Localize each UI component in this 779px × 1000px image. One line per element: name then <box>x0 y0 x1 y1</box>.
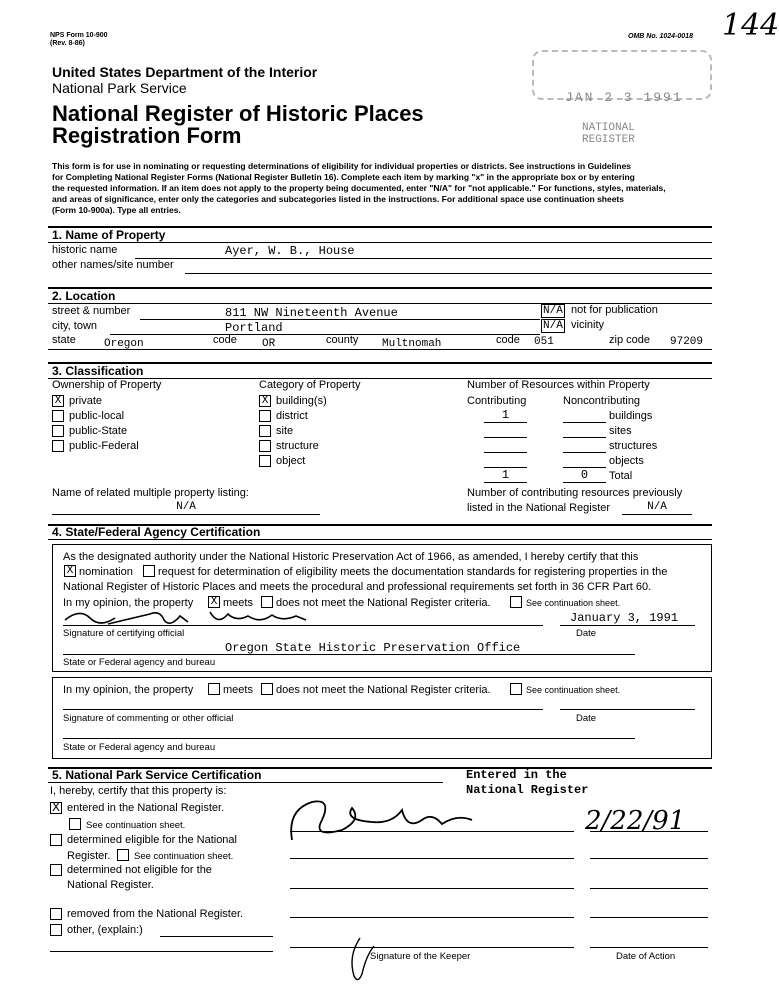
not-eligible-line2: National Register. <box>67 879 154 891</box>
category-structure-checkbox[interactable] <box>259 440 271 452</box>
noncontrib-total[interactable]: 0 <box>563 468 606 483</box>
ownership-public-local-label: public-local <box>69 410 125 422</box>
street-label: street & number <box>52 305 131 317</box>
section1-heading: 1. Name of Property <box>52 228 166 242</box>
resource-buildings-label: buildings <box>609 410 653 422</box>
section-divider <box>48 287 712 289</box>
opinion2-see-continuation-label: See continuation sheet. <box>526 685 621 695</box>
other-names-label: other names/site number <box>52 259 174 271</box>
category-structure-label: structure <box>276 440 319 452</box>
resource-sites-label: sites <box>609 425 632 437</box>
line <box>63 654 635 655</box>
category-object-label: object <box>276 455 306 467</box>
removed-label: removed from the National Register. <box>67 908 244 920</box>
omb-number: OMB No. 1024-0018 <box>628 33 693 40</box>
stamp-line2: REGISTER <box>582 134 635 146</box>
see-continuation-checkbox[interactable] <box>510 596 522 608</box>
form-title-line2: Registration Form <box>52 123 242 148</box>
nomination-checkbox[interactable]: X <box>64 565 76 577</box>
removed-checkbox[interactable] <box>50 908 62 920</box>
line <box>590 947 708 948</box>
entered-continuation-label: See continuation sheet. <box>86 820 186 831</box>
handwritten-page-number: 144 <box>722 8 779 43</box>
line <box>290 858 574 859</box>
contrib-objects[interactable] <box>484 453 527 468</box>
county-code-value[interactable]: 051 <box>534 336 554 348</box>
state-label: state <box>52 334 76 346</box>
contrib-total[interactable]: 1 <box>484 468 527 483</box>
ownership-label: Ownership of Property <box>52 379 162 391</box>
rule <box>48 539 712 540</box>
state-code-label: code <box>213 334 237 346</box>
rule <box>48 782 443 783</box>
date-of-action-label: Date of Action <box>616 951 676 962</box>
eligible-line2: Register. <box>67 850 111 862</box>
line <box>63 709 543 710</box>
zip-label: zip code <box>609 334 650 346</box>
noncontrib-buildings[interactable] <box>563 408 606 423</box>
line <box>590 888 708 889</box>
cert-line3: National Register of Historic Places and meets the procedural and professional requirements set forth in 36 CFR Part 60. <box>63 581 652 593</box>
not-for-publication-label: not for publication <box>571 304 658 316</box>
county-value[interactable]: Multnomah <box>382 338 442 350</box>
certification-date[interactable]: January 3, 1991 <box>570 611 679 625</box>
ownership-public-state-checkbox[interactable] <box>52 425 64 437</box>
meets-checkbox[interactable]: X <box>208 596 220 608</box>
ownership-public-federal-label: public-Federal <box>69 440 139 452</box>
line <box>48 349 712 350</box>
state-value[interactable]: Oregon <box>104 338 144 350</box>
eligible-checkbox[interactable] <box>50 834 62 846</box>
county-label: county <box>326 334 359 346</box>
form-title-line1: National Register of Historic Places <box>52 101 424 126</box>
street-value[interactable]: 811 NW Nineteenth Avenue <box>225 306 398 320</box>
prev-listed-line1: Number of contributing resources previously <box>467 487 683 499</box>
eligible-line1: determined eligible for the National <box>67 834 237 846</box>
eligible-continuation-checkbox[interactable] <box>117 849 129 861</box>
other-checkbox[interactable] <box>50 924 62 936</box>
form-revision: (Rev. 8-86) <box>50 40 85 47</box>
noncontrib-objects[interactable] <box>563 453 606 468</box>
opinion-prefix: In my opinion, the property <box>63 597 194 609</box>
category-site-checkbox[interactable] <box>259 425 271 437</box>
ownership-private-checkbox[interactable]: X <box>52 395 64 407</box>
entered-continuation-checkbox[interactable] <box>69 818 81 830</box>
multiple-listing-value[interactable]: N/A <box>52 500 320 515</box>
cert-line1: As the designated authority under the National Historic Preservation Act of 1966, as amended, I hereby certify that this <box>63 551 639 563</box>
line <box>290 947 574 948</box>
keeper-signature-label: Signature of the Keeper <box>370 951 471 962</box>
line <box>560 709 695 710</box>
section4-heading: 4. State/Federal Agency Certification <box>52 525 261 539</box>
resources-label: Number of Resources within Property <box>467 379 650 391</box>
opinion2-not-meets-label: does not meet the National Register criteria. <box>276 684 491 696</box>
service-name: National Park Service <box>52 80 187 96</box>
city-label: city, town <box>52 320 98 332</box>
county-code-label: code <box>496 334 520 346</box>
noncontrib-structures[interactable] <box>563 438 606 453</box>
prev-listed-value[interactable]: N/A <box>622 500 692 515</box>
category-label: Category of Property <box>259 379 361 391</box>
contributing-label: Contributing <box>467 395 527 407</box>
resource-structures-label: structures <box>609 440 658 452</box>
resource-objects-label: objects <box>609 455 644 467</box>
stamp-date: JAN 2 3 1991 <box>565 90 683 105</box>
entered-stamp-line2: National Register <box>466 783 589 797</box>
city-value[interactable]: Portland <box>225 321 283 335</box>
contrib-buildings[interactable]: 1 <box>484 408 527 423</box>
section-divider <box>48 362 712 364</box>
commenting-date-label: Date <box>576 713 597 724</box>
category-object-checkbox[interactable] <box>259 455 271 467</box>
line <box>50 951 273 952</box>
entered-checkbox[interactable]: X <box>50 802 62 814</box>
intro-instructions: This form is for use in nominating or requesting determinations of eligibility for individual properties or districts. See instructions in Guidelines for Completing National Register Forms (National Register Bulletin 16). Complete each item by marking "x" in the appropriate box or by entering the requested information. If an item does not apply to the property being documented, enter "N/A" for "not applicable." For functions, styles, materials, and areas of significance, enter only the categories and subcategories listed in the instructions. For additional space use continuation sheets (Form 10-900a). Type all entries. <box>52 161 666 215</box>
department-name: United States Department of the Interior <box>52 64 318 80</box>
line <box>135 258 712 259</box>
ownership-private-label: private <box>69 395 103 407</box>
category-district-checkbox[interactable] <box>259 410 271 422</box>
contrib-structures[interactable] <box>484 438 527 453</box>
state-code-value[interactable]: OR <box>262 338 276 350</box>
line <box>63 738 635 739</box>
category-district-label: district <box>276 410 308 422</box>
rule <box>48 242 712 243</box>
noncontrib-sites[interactable] <box>563 423 606 438</box>
section5-heading: 5. National Park Service Certification <box>52 768 262 782</box>
stamp-line1: NATIONAL <box>582 122 635 134</box>
certify-line: I, hereby, certify that this property is: <box>50 785 227 797</box>
opinion2-meets-label: meets <box>223 684 253 696</box>
not-meets-label: does not meet the National Register criteria. <box>276 597 491 609</box>
not-eligible-line1: determined not eligible for the <box>67 864 212 876</box>
line <box>140 319 540 320</box>
category-building-label: building(s) <box>276 395 327 407</box>
not-for-publication-box[interactable]: N/A <box>543 305 563 317</box>
category-site-label: site <box>276 425 294 437</box>
line <box>590 917 708 918</box>
vicinity-box[interactable]: N/A <box>543 320 563 332</box>
form-id: NPS Form 10-900 <box>50 32 108 39</box>
line <box>63 625 543 626</box>
ownership-public-federal-checkbox[interactable] <box>52 440 64 452</box>
not-eligible-checkbox[interactable] <box>50 864 62 876</box>
keeper-signature <box>282 790 502 850</box>
line <box>185 273 712 274</box>
resource-total-label: Total <box>609 470 633 482</box>
request-text: request for determination of eligibility meets the documentation standards for registering properties in the <box>158 566 668 578</box>
certifying-signature-label: Signature of certifying official <box>63 628 185 639</box>
line <box>110 334 540 335</box>
other-label: other, (explain:) <box>67 924 143 936</box>
certification-date-label: Date <box>576 628 597 639</box>
nomination-label: nomination <box>79 566 133 578</box>
line <box>290 888 574 889</box>
line <box>290 831 574 832</box>
line <box>590 858 708 859</box>
meets-label: meets <box>223 597 253 609</box>
opinion2-meets-checkbox[interactable] <box>208 683 220 695</box>
prev-listed-line2: listed in the National Register <box>467 502 611 514</box>
agency-value[interactable]: Oregon State Historic Preservation Office <box>225 641 521 655</box>
multiple-listing-label: Name of related multiple property listing: <box>52 487 249 499</box>
historic-name-label: historic name <box>52 244 118 256</box>
request-checkbox[interactable] <box>143 565 155 577</box>
agency-label: State or Federal agency and bureau <box>63 657 216 668</box>
category-building-checkbox[interactable]: X <box>259 395 271 407</box>
opinion2-prefix: In my opinion, the property <box>63 684 194 696</box>
eligible-continuation-label: See continuation sheet. <box>134 851 234 862</box>
contrib-sites[interactable] <box>484 423 527 438</box>
see-continuation-label: See continuation sheet. <box>526 598 621 608</box>
keeper-handwritten-date: 2/22/91 <box>585 806 686 836</box>
agency2-label: State or Federal agency and bureau <box>63 742 216 753</box>
commenting-signature-label: Signature of commenting or other official <box>63 713 234 724</box>
historic-name-value[interactable]: Ayer, W. B., House <box>225 244 355 258</box>
section2-heading: 2. Location <box>52 289 116 303</box>
entered-label: entered in the National Register. <box>67 802 225 814</box>
noncontributing-label: Noncontributing <box>563 395 641 407</box>
entered-stamp-line1: Entered in the <box>466 768 567 782</box>
line <box>160 936 273 937</box>
ownership-public-local-checkbox[interactable] <box>52 410 64 422</box>
opinion2-not-meets-checkbox[interactable] <box>261 683 273 695</box>
section3-heading: 3. Classification <box>52 364 144 378</box>
zip-value[interactable]: 97209 <box>670 336 704 348</box>
ownership-public-state-label: public-State <box>69 425 128 437</box>
line <box>590 831 708 832</box>
opinion2-see-continuation-checkbox[interactable] <box>510 683 522 695</box>
line <box>290 917 574 918</box>
vicinity-label: vicinity <box>571 319 605 331</box>
line <box>560 625 695 626</box>
